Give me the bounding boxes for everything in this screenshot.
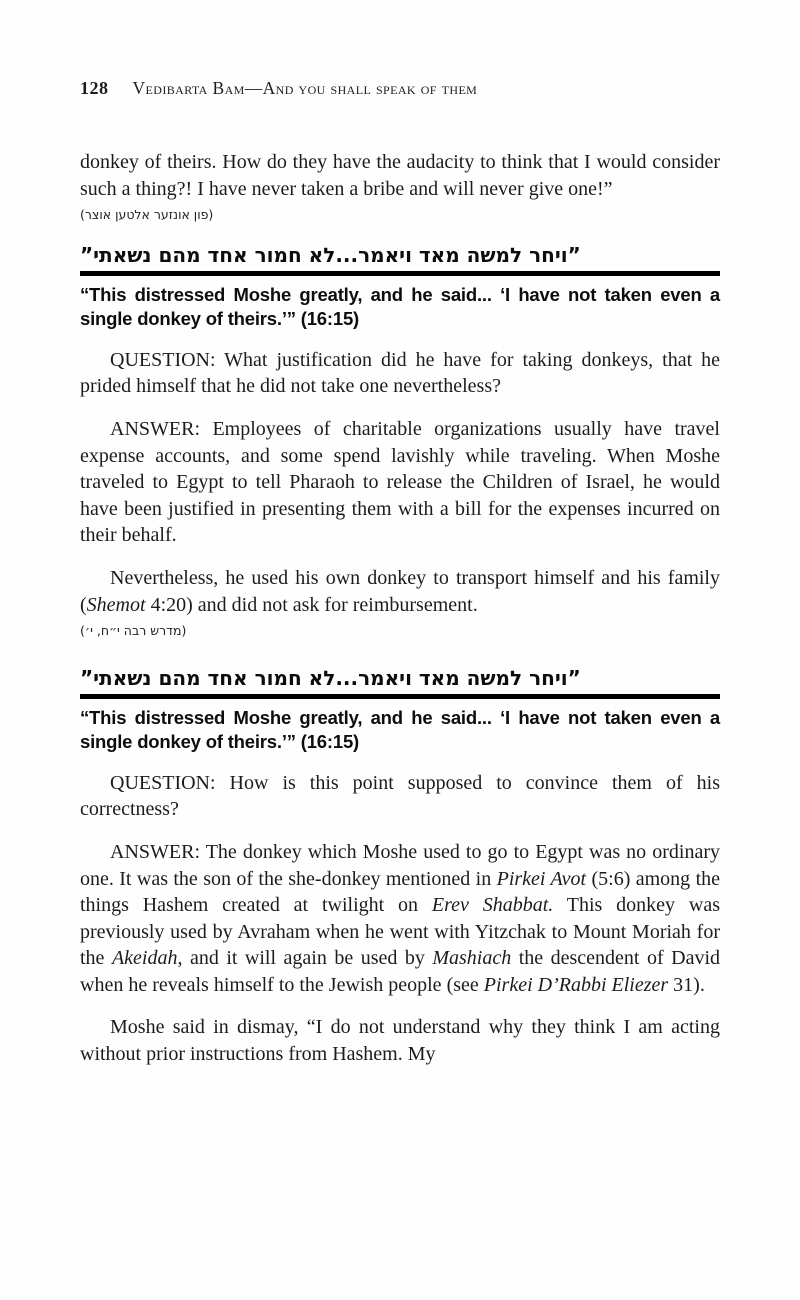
intro-citation: (פון אונזער אלטען אוצר) bbox=[80, 207, 214, 223]
answer-text: , and it will again be used by bbox=[177, 947, 433, 970]
section2-divider-rule bbox=[80, 694, 720, 699]
section1-answer-paragraph: ANSWER: Employees of charitable organizations usually have travel expense accounts, and some spend lavishly while traveling. When Moshe traveled to Egypt to tell Pharaoh to release the Children of Israel, he would have been justified in presenting them with a bill for the expenses incurred on their behalf. bbox=[80, 417, 720, 547]
page-header bbox=[80, 78, 720, 99]
italic-term-shemot: Shemot bbox=[86, 593, 146, 616]
italic-term-pirkei-drabbi-eliezer: Pirkei D’Rabbi Eliezer bbox=[483, 973, 669, 996]
answer-text: (5:6) among the things Hashem created at twilight on bbox=[80, 867, 721, 917]
section1-citation: (מדרש רבה י״ח, י׳) bbox=[80, 623, 187, 639]
answer-text: the descendent of David when he reveals himself to the Jewish people (see bbox=[80, 947, 721, 996]
answer-text: 31). bbox=[668, 973, 705, 996]
section2-closing-paragraph: Moshe said in dismay, “I do not understand why they think I am acting without prior instructions from Hashem. My bbox=[80, 1016, 720, 1066]
section2-translation-header: “This distressed Moshe greatly, and he said... ‘I have not taken even a single donkey of theirs.’” (16:15) bbox=[80, 707, 720, 753]
italic-term-akeidah: Akeidah bbox=[111, 947, 178, 970]
section-1 bbox=[80, 243, 720, 639]
section1-translation-header: “This distressed Moshe greatly, and he said... ‘I have not taken even a single donkey of theirs.’” (16:15) bbox=[80, 284, 720, 330]
answer-text: This donkey was previously used by Avraham when he went with Yitzchak to Mount Moriah for the bbox=[80, 894, 720, 970]
answer-text: ANSWER: The donkey which Moshe used to go to Egypt was no ordinary one. It was the son of the she-donkey mentioned in bbox=[80, 840, 720, 890]
intro-paragraph: donkey of theirs. How do they have the audacity to think that I would consider such a thing?! I have never taken a bribe and will never give one!” bbox=[80, 151, 720, 200]
section1-closing-paragraph bbox=[80, 565, 720, 618]
section2-question-paragraph: QUESTION: How is this point supposed to convince them of his correctness? bbox=[80, 771, 720, 821]
section2-answer-paragraph bbox=[80, 839, 720, 999]
closing-text: Nevertheless, he used his own donkey to transport himself and his family ( bbox=[80, 566, 720, 616]
section1-divider-rule bbox=[80, 271, 720, 276]
section-2 bbox=[80, 666, 720, 1067]
italic-term-mashiach: Mashiach bbox=[432, 947, 512, 970]
book-title: Vedibarta Bam—And you shall speak of them bbox=[132, 78, 478, 98]
closing-text: 4:20) and did not ask for reimbursement. bbox=[145, 593, 478, 616]
page-number: 128 bbox=[80, 78, 109, 98]
italic-term-erev-shabbat: Erev Shabbat. bbox=[431, 894, 554, 917]
section2-hebrew-headline: ”ויחר למשה מאד ויאמר...לא חמור אחד מהם נשאתי” bbox=[80, 666, 581, 691]
section1-question-paragraph: QUESTION: What justification did he have for taking donkeys, that he prided himself that he did not take one nevertheless? bbox=[80, 348, 720, 398]
italic-term-pirkei-avot: Pirkei Avot bbox=[496, 867, 587, 890]
section1-hebrew-headline: ”ויחר למשה מאד ויאמר...לא חמור אחד מהם נשאתי” bbox=[80, 243, 581, 268]
